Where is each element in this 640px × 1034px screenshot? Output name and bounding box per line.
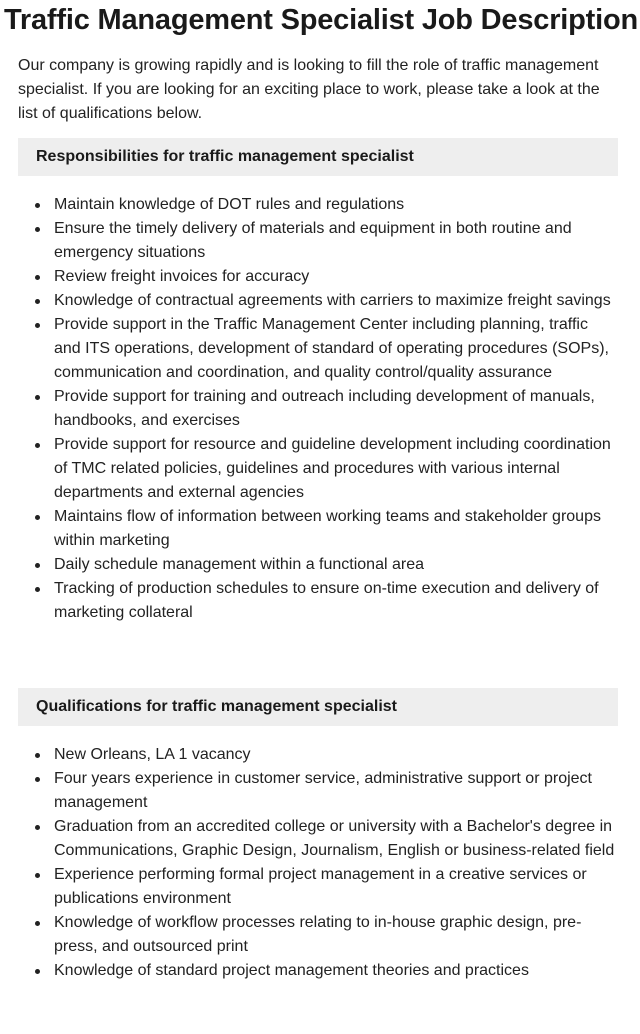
list-item: Knowledge of standard project management theories and practices <box>18 959 618 983</box>
list-item: Maintain knowledge of DOT rules and regulations <box>18 193 618 217</box>
list-item: Provide support in the Traffic Management Center including planning, traffic and ITS operations, development of standard of operating procedures (SOPs), communication and coordination, and quality control/quality assurance <box>18 313 618 385</box>
list-item: Review freight invoices for accuracy <box>18 265 618 289</box>
qualifications-heading: Qualifications for traffic management specialist <box>18 688 618 726</box>
list-item: Experience performing formal project management in a creative services or publications environment <box>18 863 618 911</box>
responsibilities-heading: Responsibilities for traffic management specialist <box>18 138 618 176</box>
intro-paragraph: Our company is growing rapidly and is looking to fill the role of traffic management specialist. If you are looking for an exciting place to work, please take a look at the list of qualifications below. <box>18 57 600 122</box>
qualifications-list <box>18 743 618 983</box>
list-item: Graduation from an accredited college or university with a Bachelor's degree in Communications, Graphic Design, Journalism, English or business-related field <box>18 815 618 863</box>
list-item: Provide support for resource and guideline development including coordination of TMC related policies, guidelines and procedures with various internal departments and external agencies <box>18 433 618 505</box>
list-item: Ensure the timely delivery of materials and equipment in both routine and emergency situations <box>18 217 618 265</box>
list-item: Knowledge of workflow processes relating to in-house graphic design, pre-press, and outsourced print <box>18 911 618 959</box>
list-item: Tracking of production schedules to ensure on-time execution and delivery of marketing collateral <box>18 577 618 625</box>
page-title: Traffic Management Specialist Job Description <box>4 4 638 36</box>
list-item: Provide support for training and outreach including development of manuals, handbooks, and exercises <box>18 385 618 433</box>
list-item: Knowledge of contractual agreements with carriers to maximize freight savings <box>18 289 618 313</box>
responsibilities-list <box>18 193 618 625</box>
list-item: Maintains flow of information between working teams and stakeholder groups within marketing <box>18 505 618 553</box>
list-item: Four years experience in customer service, administrative support or project management <box>18 767 618 815</box>
list-item: Daily schedule management within a functional area <box>18 553 618 577</box>
list-item: New Orleans, LA 1 vacancy <box>18 743 618 767</box>
